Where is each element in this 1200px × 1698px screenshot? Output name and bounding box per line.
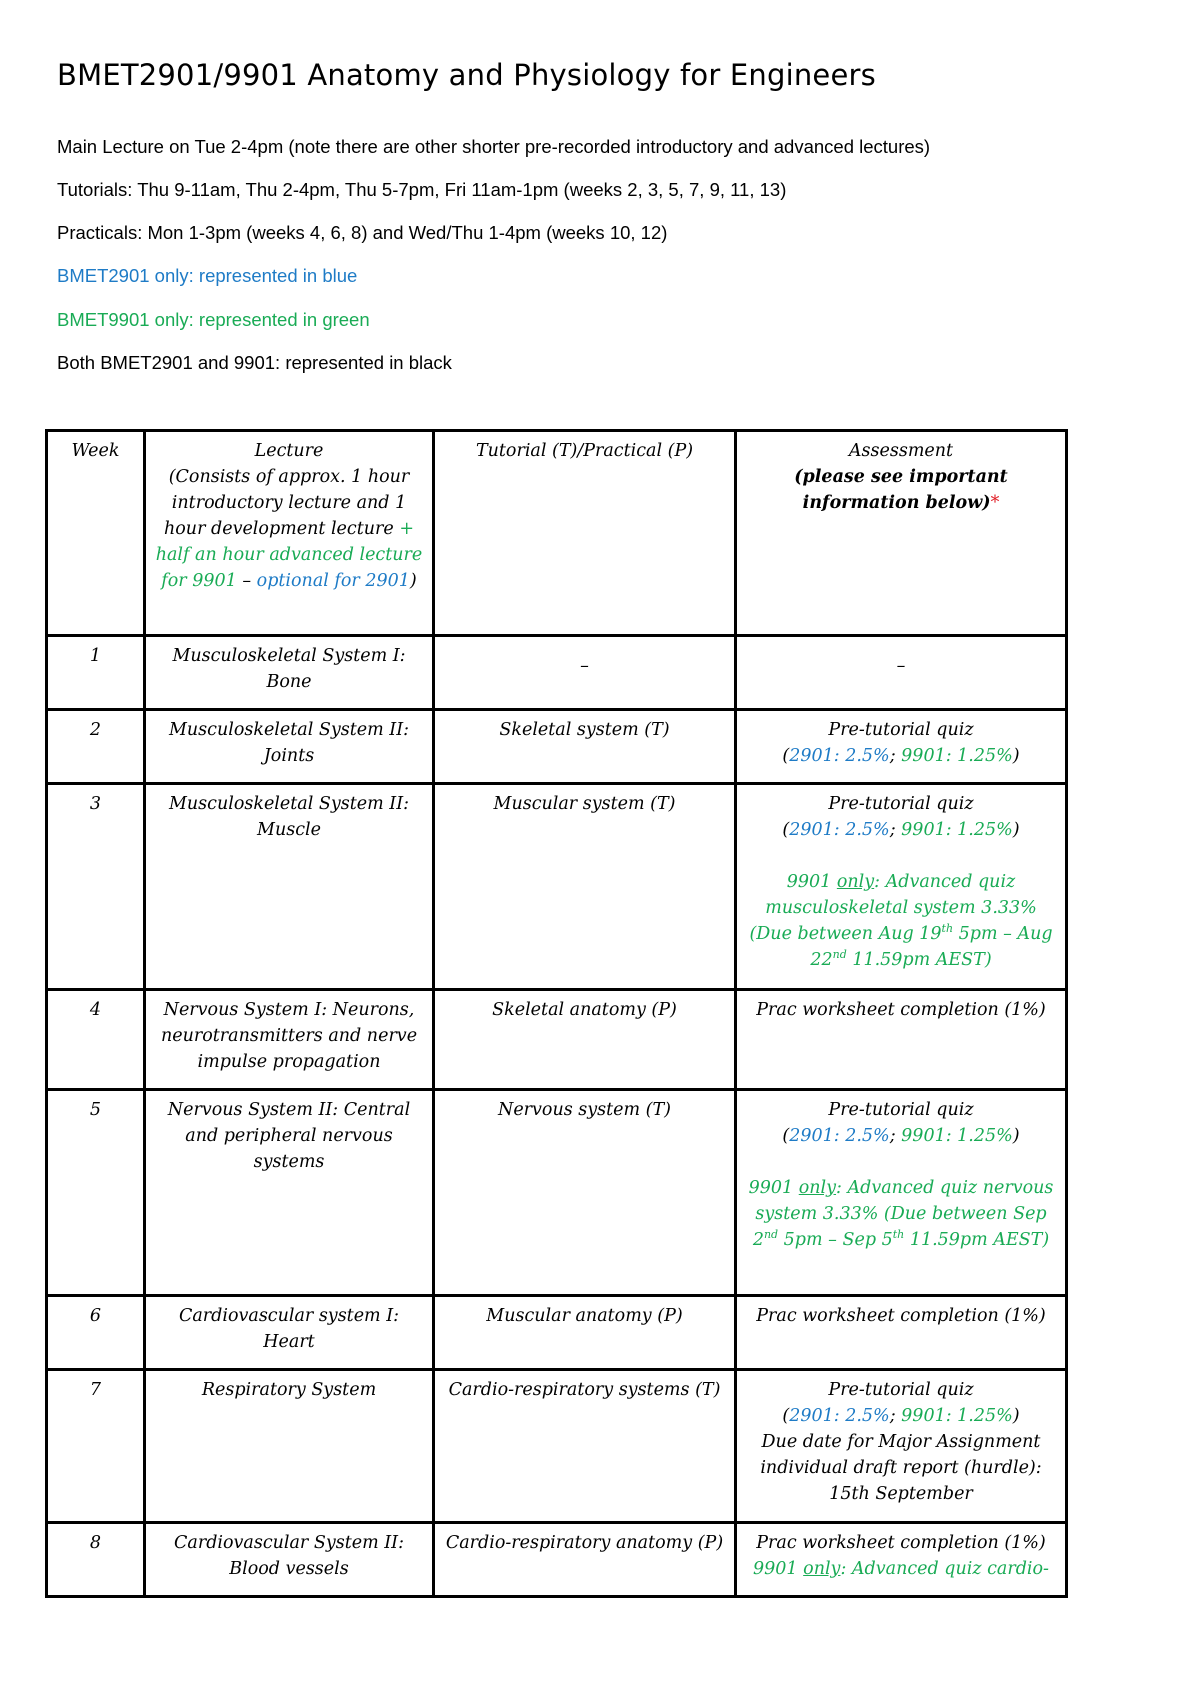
header-assessment-asterisk: * <box>990 493 1000 513</box>
header-lecture-2901-note: optional for 2901 <box>256 571 410 591</box>
assessment <box>736 1090 1067 1296</box>
table-row <box>47 784 1067 990</box>
quiz-weight-9901: 9901: 1.25% <box>901 746 1013 766</box>
tutorial-practical: Cardio-respiratory anatomy (P) <box>434 1523 736 1597</box>
quiz-paren-close: ) <box>1012 820 1020 840</box>
major-assignment-due: Due date for Major Assignment individual draft report (hurdle): 15th September <box>760 1432 1042 1504</box>
tutorial-practical: Muscular anatomy (P) <box>434 1296 736 1370</box>
tutorial-practical: Skeletal system (T) <box>434 710 736 784</box>
quiz-paren-open: ( <box>782 820 790 840</box>
adv-note-text3: 11.59pm AEST) <box>904 1230 1050 1250</box>
header-tutorial: Tutorial (T)/Practical (P) <box>434 431 736 636</box>
tutorial-practical: Nervous system (T) <box>434 1090 736 1296</box>
assessment <box>736 784 1067 990</box>
advanced-quiz-note <box>749 1178 1054 1250</box>
prac-completion: Prac worksheet completion (1%) <box>756 1533 1046 1553</box>
week-number: 2 <box>47 710 145 784</box>
quiz-paren-close: ) <box>1012 746 1020 766</box>
tutorial-practical: Muscular system (T) <box>434 784 736 990</box>
quiz-weight-2901: 2901: 2.5% <box>789 1126 890 1146</box>
adv-note-only: only <box>798 1178 837 1198</box>
blue-legend-line: BMET2901 only: represented in blue <box>57 265 358 286</box>
week-number: 1 <box>47 636 145 710</box>
quiz-weight-9901: 9901: 1.25% <box>901 1126 1013 1146</box>
assessment: – <box>736 636 1067 710</box>
practical-time-line: Practicals: Mon 1-3pm (weeks 4, 6, 8) and Wed/Thu 1-4pm (weeks 10, 12) <box>57 222 668 243</box>
advanced-quiz-note <box>753 1559 1049 1579</box>
table-row <box>47 1090 1067 1296</box>
header-lecture-9901-note: + half an hour advanced lecture for 9901 <box>155 519 423 591</box>
adv-note-only: only <box>803 1559 841 1579</box>
lecture-time-line: Main Lecture on Tue 2-4pm (note there are other shorter pre-recorded introductory and advanced lectures) <box>57 136 931 157</box>
quiz-separator: ; <box>889 1126 896 1146</box>
adv-note-text3: 11.59pm AEST) <box>846 950 992 970</box>
lecture-topic: Musculoskeletal System II: Muscle <box>145 784 434 990</box>
tutorial-practical: Cardio-respiratory systems (T) <box>434 1370 736 1523</box>
adv-note-text: : Advanced quiz nervous system 3.33% (Due between Sep 2 <box>752 1178 1054 1250</box>
week-number: 3 <box>47 784 145 990</box>
lecture-topic: Musculoskeletal System II: Joints <box>145 710 434 784</box>
quiz-separator: ; <box>889 746 896 766</box>
adv-note-course: 9901 <box>753 1559 798 1579</box>
schedule-table <box>45 429 1068 1598</box>
green-legend-line: BMET9901 only: represented in green <box>57 309 370 330</box>
assessment <box>736 710 1067 784</box>
adv-note-sup2: nd <box>832 948 847 962</box>
week-number: 4 <box>47 990 145 1090</box>
header-lecture <box>145 431 434 636</box>
lecture-topic: Cardiovascular system I: Heart <box>145 1296 434 1370</box>
tutorial-practical: Skeletal anatomy (P) <box>434 990 736 1090</box>
table-row <box>47 1523 1067 1597</box>
lecture-topic: Nervous System II: Central and peripheral nervous systems <box>145 1090 434 1296</box>
header-lecture-note: (Consists of approx. 1 hour introductory lecture and 1 hour development lecture <box>164 467 410 539</box>
quiz-paren-open: ( <box>782 1126 790 1146</box>
week-number: 5 <box>47 1090 145 1296</box>
adv-note-course: 9901 <box>786 872 832 892</box>
adv-note-text2: 5pm – Aug 22 <box>810 924 1053 970</box>
quiz-paren-close: ) <box>1012 1126 1020 1146</box>
assessment: Prac worksheet completion (1%) <box>736 1296 1067 1370</box>
quiz-paren-open: ( <box>782 1406 790 1426</box>
black-legend-line: Both BMET2901 and 9901: represented in black <box>57 352 452 373</box>
quiz-separator: ; <box>889 1406 896 1426</box>
quiz-label: Pre-tutorial quiz <box>828 720 974 740</box>
assessment <box>736 1523 1067 1597</box>
header-lecture-title: Lecture <box>254 441 324 461</box>
quiz-label: Pre-tutorial quiz <box>828 794 974 814</box>
header-lecture-close: ) <box>409 571 417 591</box>
header-assessment <box>736 431 1067 636</box>
adv-note-sup2: th <box>892 1228 905 1242</box>
header-assessment-title: Assessment <box>848 441 954 461</box>
header-assessment-note: (please see important information below) <box>794 467 1008 513</box>
quiz-weight-9901: 9901: 1.25% <box>901 820 1013 840</box>
table-row <box>47 990 1067 1090</box>
document-title: BMET2901/9901 Anatomy and Physiology for Engineers <box>57 58 876 92</box>
week-number: 6 <box>47 1296 145 1370</box>
lecture-topic: Nervous System I: Neurons, neurotransmitters and nerve impulse propagation <box>145 990 434 1090</box>
adv-note-text2: 5pm – Sep 5 <box>778 1230 893 1250</box>
lecture-topic: Musculoskeletal System I: Bone <box>145 636 434 710</box>
table-row <box>47 710 1067 784</box>
adv-note-sup1: th <box>941 922 954 936</box>
adv-note-course: 9901 <box>748 1178 794 1198</box>
quiz-weight-2901: 2901: 2.5% <box>789 820 890 840</box>
tutorial-time-line: Tutorials: Thu 9-11am, Thu 2-4pm, Thu 5-7pm, Fri 11am-1pm (weeks 2, 3, 5, 7, 9, 11, 13) <box>57 179 787 200</box>
adv-note-only: only <box>836 872 875 892</box>
table-header-row <box>47 431 1067 636</box>
adv-note-sup1: nd <box>763 1228 779 1242</box>
tutorial-practical: – <box>434 636 736 710</box>
quiz-weight-2901: 2901: 2.5% <box>789 1406 890 1426</box>
header-lecture-dash: – <box>242 571 252 591</box>
quiz-label: Pre-tutorial quiz <box>828 1100 974 1120</box>
quiz-paren-close: ) <box>1012 1406 1020 1426</box>
lecture-topic: Cardiovascular System II: Blood vessels <box>145 1523 434 1597</box>
quiz-weight-2901: 2901: 2.5% <box>789 746 890 766</box>
lecture-topic: Respiratory System <box>145 1370 434 1523</box>
table-row <box>47 636 1067 710</box>
table-row <box>47 1296 1067 1370</box>
advanced-quiz-note <box>749 872 1052 970</box>
quiz-label: Pre-tutorial quiz <box>828 1380 974 1400</box>
quiz-weight-9901: 9901: 1.25% <box>901 1406 1013 1426</box>
assessment <box>736 1370 1067 1523</box>
quiz-separator: ; <box>889 820 896 840</box>
header-week: Week <box>47 431 145 636</box>
week-number: 7 <box>47 1370 145 1523</box>
assessment: Prac worksheet completion (1%) <box>736 990 1067 1090</box>
table-row <box>47 1370 1067 1523</box>
adv-note-text: : Advanced quiz cardio- <box>840 1559 1049 1579</box>
adv-note-text: : Advanced quiz musculoskeletal system 3.33% (Due between Aug 19 <box>749 872 1037 944</box>
quiz-paren-open: ( <box>782 746 790 766</box>
week-number: 8 <box>47 1523 145 1597</box>
